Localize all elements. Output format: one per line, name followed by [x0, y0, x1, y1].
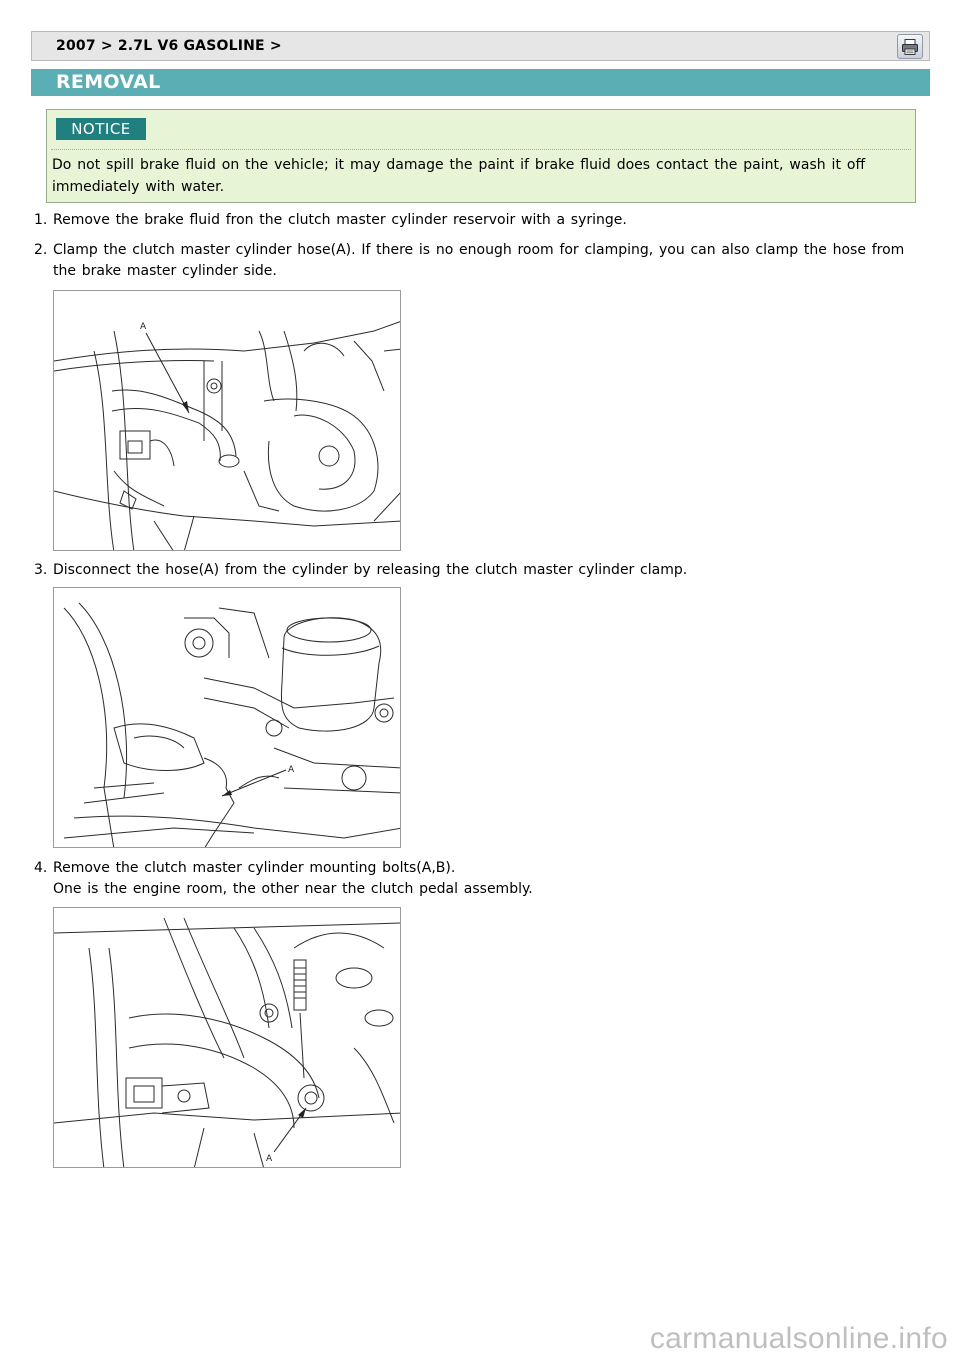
notice-divider: [51, 149, 911, 150]
notice-badge: NOTICE: [56, 118, 146, 140]
section-title: REMOVAL: [56, 71, 161, 93]
line-drawing: [54, 588, 401, 848]
step-number: 3.: [34, 562, 48, 578]
figure-label: A: [140, 322, 147, 332]
figure-mounting-bolts: [53, 907, 401, 1168]
print-button[interactable]: [897, 34, 923, 59]
step-text: One is the engine room, the other near the clutch pedal assembly.: [53, 881, 533, 897]
breadcrumb-text: 2007 > 2.7L V6 GASOLINE >: [56, 38, 282, 54]
line-drawing: [54, 291, 401, 551]
step-text: Remove the brake fluid fron the clutch master cylinder reservoir with a syringe.: [53, 212, 627, 228]
figure-clutch-hose-clamp: [53, 290, 401, 551]
breadcrumb: [31, 31, 930, 61]
line-drawing: [54, 908, 401, 1168]
notice-box: [46, 109, 916, 203]
watermark: carmanualsonline.info: [649, 1322, 948, 1355]
figure-label: A: [288, 765, 295, 775]
printer-icon: [901, 38, 919, 56]
figure-label: A: [266, 1154, 273, 1164]
notice-text: Do not spill brake fluid on the vehicle; it may damage the paint if brake fluid does contact the paint, wash it off immediately with water.: [52, 157, 866, 195]
step-number: 1.: [34, 212, 48, 228]
step-text: Remove the clutch master cylinder mounting bolts(A,B).: [53, 860, 456, 876]
step-text: Clamp the clutch master cylinder hose(A). If there is no enough room for clamping, you can also clamp the hose from the brake master cylinder side.: [53, 242, 905, 279]
step-number: 2.: [34, 242, 48, 258]
figure-hose-disconnect: [53, 587, 401, 848]
step-text: Disconnect the hose(A) from the cylinder by releasing the clutch master cylinder clamp.: [53, 562, 688, 578]
step-number: 4.: [34, 860, 48, 876]
section-header: [31, 69, 930, 96]
